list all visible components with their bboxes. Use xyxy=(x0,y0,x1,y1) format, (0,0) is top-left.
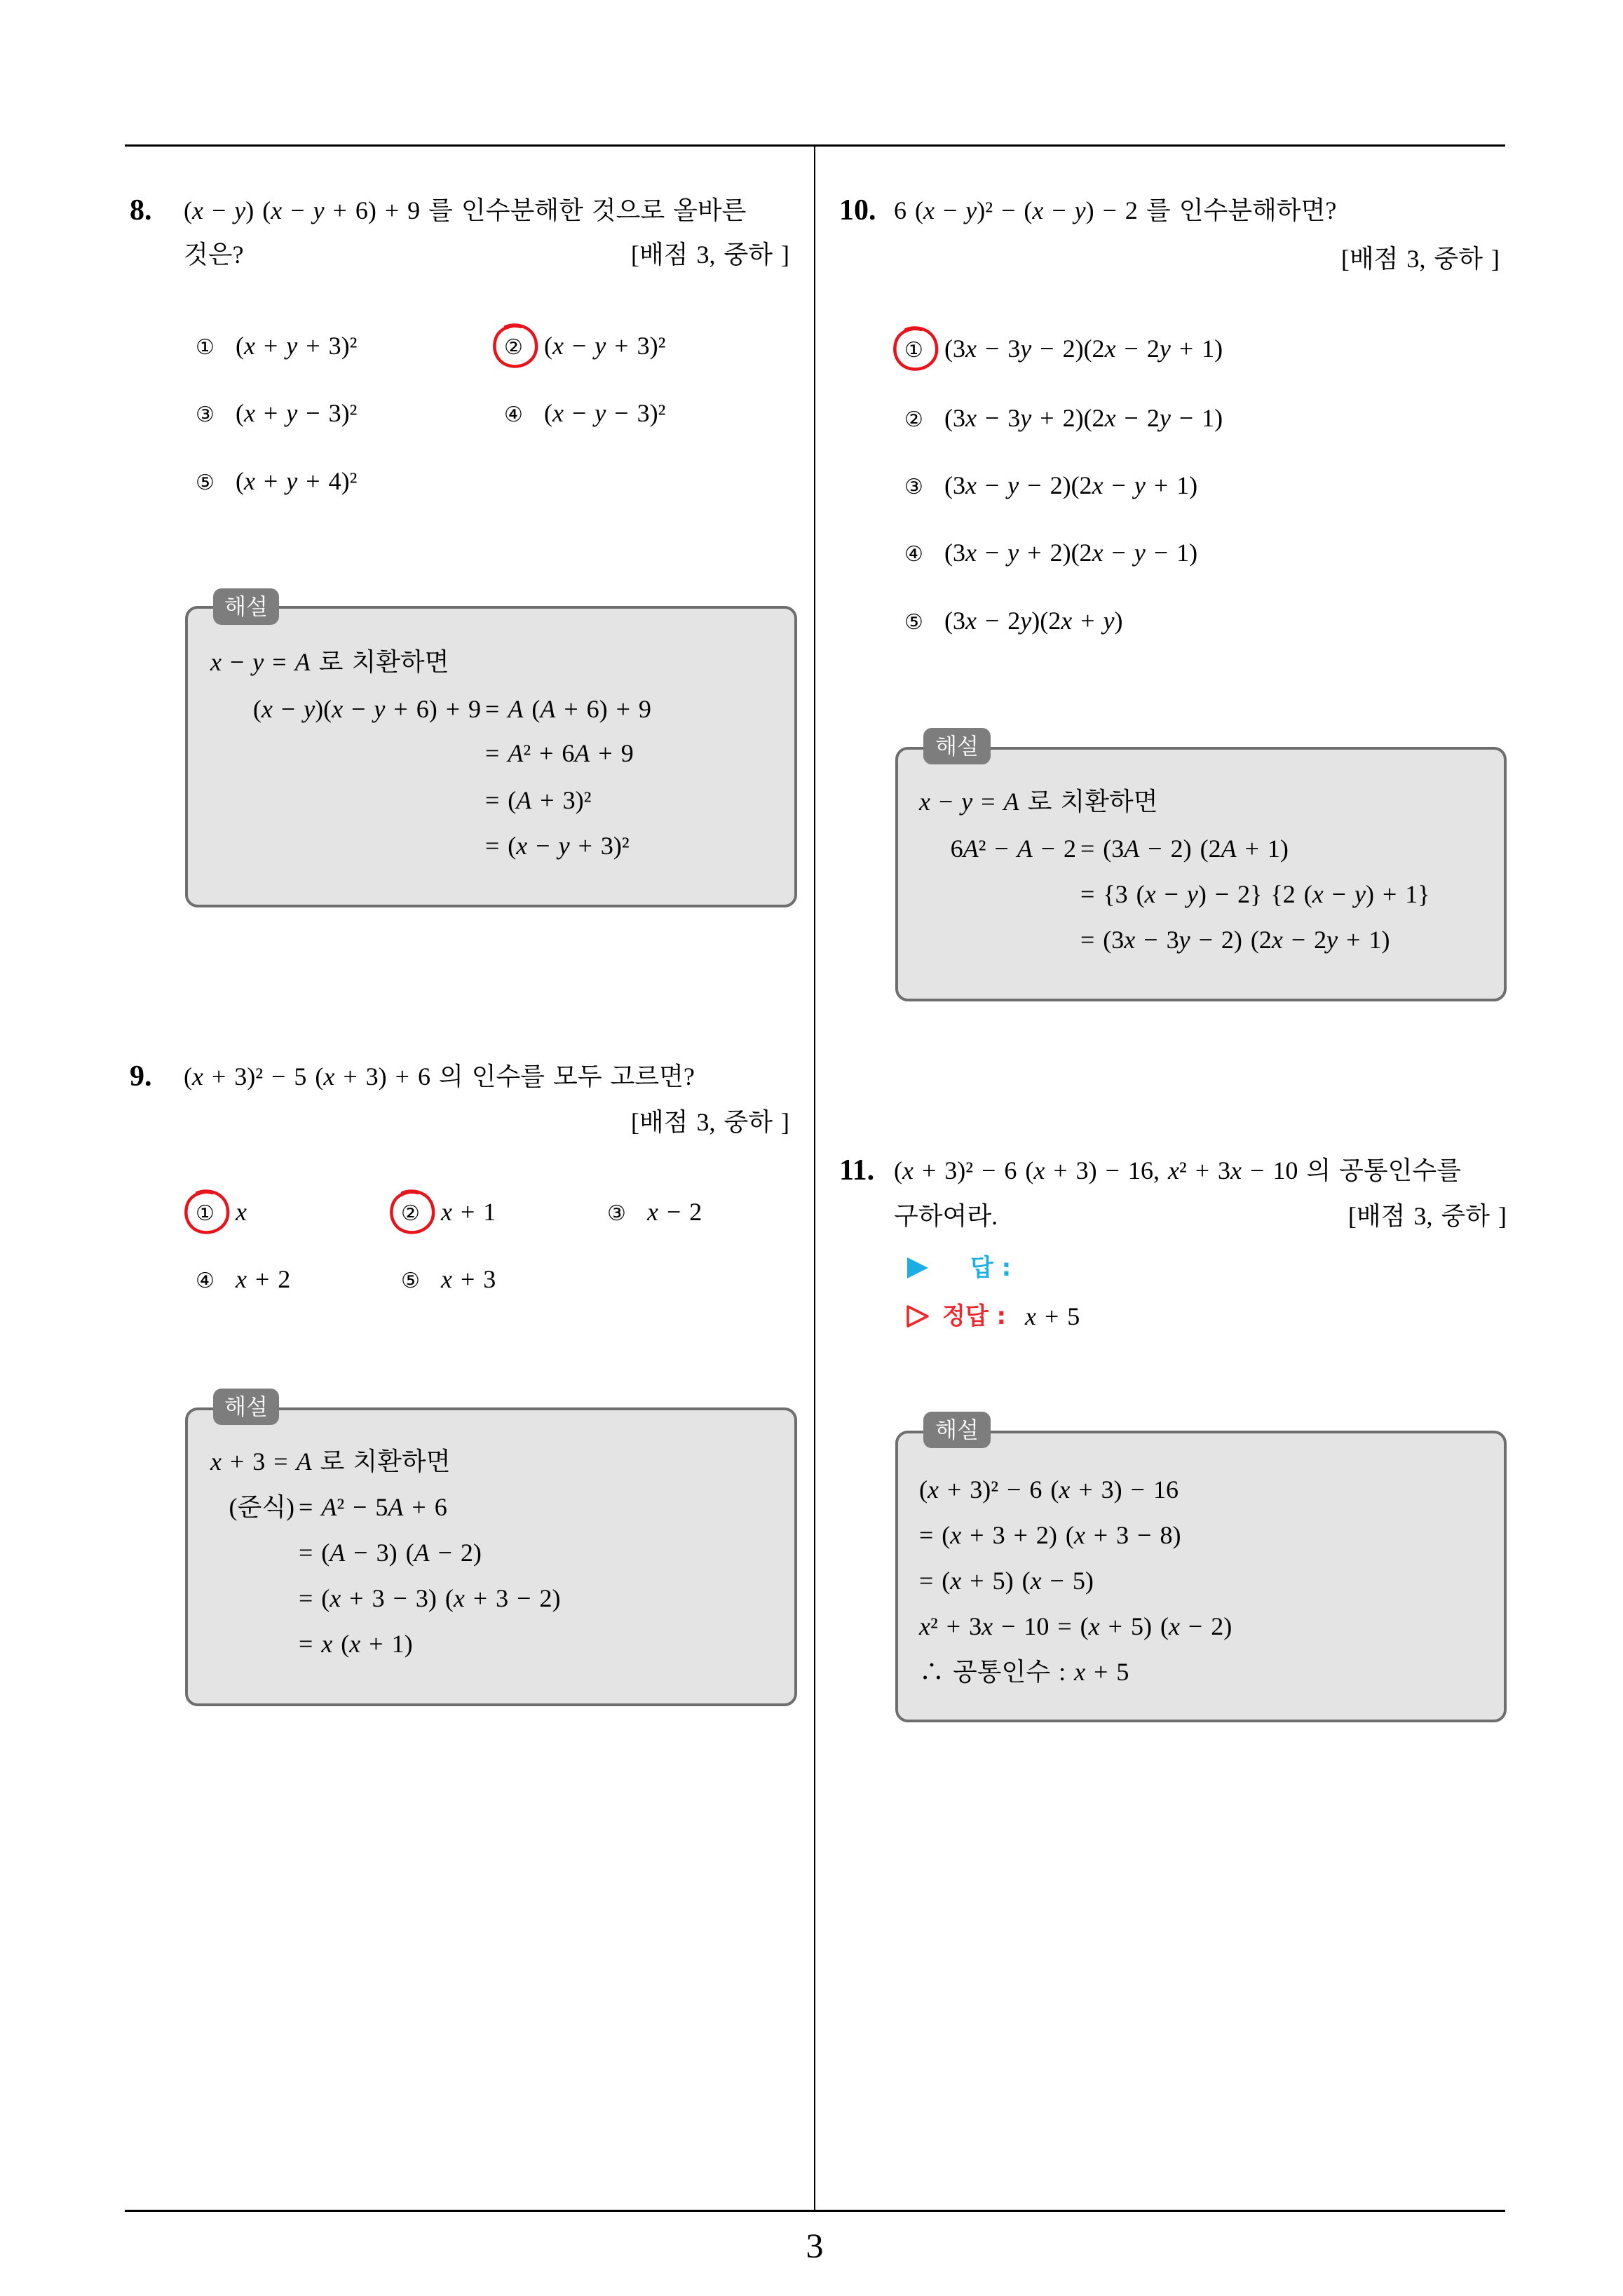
option-marker xyxy=(607,1196,647,1227)
option-marker xyxy=(196,466,236,497)
option-2 xyxy=(904,403,1223,433)
option-marker-label: ① xyxy=(904,338,923,363)
option-marker xyxy=(904,537,944,568)
solution-line: = (A + 3)² xyxy=(485,786,592,814)
option-marker-label: ③ xyxy=(904,475,923,499)
score-label: [배점 3, 중하 ] xyxy=(630,241,789,269)
option-marker xyxy=(401,1196,441,1227)
question-text: (x + 3)² − 5 (x + 3) + 6 의 인수를 모두 고르면? xyxy=(184,1062,695,1090)
option-3 xyxy=(196,398,357,428)
question-text: 6 (x − y)² − (x − y) − 2 를 인수분해하면? xyxy=(894,196,1337,224)
option-text: x − 2 xyxy=(647,1198,702,1226)
question-text: (x + 3)² − 6 (x + 3) − 16, x² + 3x − 10 의 공통인수를 xyxy=(894,1156,1461,1184)
bottom-rule xyxy=(125,2210,1505,2212)
question-text: 것은? xyxy=(184,241,244,269)
option-text: (x − y − 3)² xyxy=(544,399,666,427)
question-number: 9. xyxy=(130,1060,152,1093)
option-marker-label: ③ xyxy=(196,403,215,427)
option-marker xyxy=(196,1196,236,1227)
solution-line: = (3x − 3y − 2) (2x − 2y + 1) xyxy=(1080,926,1390,954)
option-marker xyxy=(504,398,544,428)
answer-label: 답 : xyxy=(970,1254,1012,1282)
option-text: (x + y + 4)² xyxy=(236,467,358,495)
solution-tab: 해설 xyxy=(213,588,279,625)
solution-lhs: (x − y)(x − y + 6) + 9 xyxy=(252,695,481,723)
solution-line: x − y = A 로 치환하면 xyxy=(919,788,1158,816)
option-5 xyxy=(196,466,357,497)
option-marker xyxy=(196,398,236,428)
solution-line: = (A − 3) (A − 2) xyxy=(299,1539,482,1567)
option-2 xyxy=(504,330,665,361)
solution-line: x² + 3x − 10 = (x + 5) (x − 2) xyxy=(919,1612,1232,1640)
solution-tab: 해설 xyxy=(923,728,991,764)
option-text: (3x − y + 2)(2x − y − 1) xyxy=(944,539,1198,567)
option-text: (3x − y − 2)(2x − y + 1) xyxy=(944,471,1198,499)
score-label: [배점 3, 중하 ] xyxy=(630,1108,789,1136)
option-marker xyxy=(904,333,944,364)
option-text: (3x − 3y − 2)(2x − 2y + 1) xyxy=(944,335,1223,363)
solution-tab: 해설 xyxy=(923,1412,991,1448)
option-marker-label: ② xyxy=(904,407,923,432)
option-5 xyxy=(401,1264,496,1295)
option-text: x + 3 xyxy=(441,1265,496,1293)
column-divider xyxy=(814,145,815,2210)
solution-line: (x + 3)² − 6 (x + 3) − 16 xyxy=(919,1475,1179,1504)
option-text: (x + y − 3)² xyxy=(236,399,358,427)
solution-tab: 해설 xyxy=(213,1389,279,1425)
question-text: 구하여라. xyxy=(894,1202,998,1230)
option-marker xyxy=(904,470,944,501)
option-marker-label: ① xyxy=(196,335,215,360)
option-marker-label: ③ xyxy=(607,1201,626,1226)
option-marker xyxy=(196,330,236,361)
option-3 xyxy=(904,470,1197,501)
solution-lhs: (준식) xyxy=(229,1493,294,1521)
solution-line: x + 3 = A 로 치환하면 xyxy=(210,1447,451,1475)
solution-line: = A² + 6A + 9 xyxy=(485,739,634,767)
solution-line: = A² − 5A + 6 xyxy=(299,1493,447,1521)
option-marker xyxy=(904,403,944,433)
question-number: 10. xyxy=(839,194,876,227)
option-marker xyxy=(504,330,544,361)
option-marker-label: ⑤ xyxy=(196,471,215,495)
solution-line: = (x + 3 − 3) (x + 3 − 2) xyxy=(299,1584,561,1612)
option-marker xyxy=(904,605,944,636)
play-filled-icon xyxy=(906,1256,930,1280)
option-4 xyxy=(904,537,1197,568)
question-number: 11. xyxy=(839,1154,875,1187)
option-marker-label: ② xyxy=(504,335,523,360)
option-3 xyxy=(607,1196,702,1227)
option-1 xyxy=(196,1196,247,1227)
solution-line: = x (x + 1) xyxy=(299,1630,413,1658)
option-2 xyxy=(401,1196,496,1227)
option-1 xyxy=(904,333,1223,364)
option-marker-label: ④ xyxy=(196,1269,215,1293)
option-text: (3x − 3y + 2)(2x − 2y − 1) xyxy=(944,404,1223,432)
option-text: (x + y + 3)² xyxy=(236,332,358,360)
solution-line: = A (A + 6) + 9 xyxy=(485,695,651,723)
option-marker xyxy=(401,1264,441,1295)
solution-box xyxy=(895,747,1507,1001)
correct-answer-value: x + 5 xyxy=(1025,1302,1080,1330)
option-marker-label: ① xyxy=(196,1201,215,1226)
option-marker-label: ⑤ xyxy=(401,1269,420,1293)
option-text: x + 1 xyxy=(441,1198,496,1226)
solution-line: = (3A − 2) (2A + 1) xyxy=(1080,835,1289,863)
correct-answer-label: 정답 : xyxy=(942,1302,1007,1330)
score-label: [배점 3, 중하 ] xyxy=(1340,245,1500,273)
solution-line: = (x + 5) (x − 5) xyxy=(919,1567,1094,1595)
option-text: x xyxy=(236,1198,247,1226)
question-number: 8. xyxy=(130,194,152,227)
play-outline-icon xyxy=(906,1304,930,1328)
option-marker-label: ④ xyxy=(504,403,523,427)
option-text: (3x − 2y)(2x + y) xyxy=(944,607,1123,635)
option-4 xyxy=(196,1264,290,1295)
option-text: x + 2 xyxy=(236,1265,291,1293)
page-number: 3 xyxy=(806,2226,824,2265)
option-marker-label: ② xyxy=(401,1201,420,1226)
option-4 xyxy=(504,398,665,428)
option-marker-label: ⑤ xyxy=(904,610,923,635)
solution-line: = (x − y + 3)² xyxy=(485,832,630,860)
solution-line: x − y = A 로 치환하면 xyxy=(210,648,449,676)
option-5 xyxy=(904,605,1123,636)
option-text: (x − y + 3)² xyxy=(544,332,666,360)
option-marker xyxy=(196,1264,236,1295)
solution-line: ∴ 공통인수 : x + 5 xyxy=(919,1658,1129,1686)
solution-line: = (x + 3 + 2) (x + 3 − 8) xyxy=(919,1521,1181,1549)
solution-lhs: 6A² − A − 2 xyxy=(950,835,1076,863)
option-marker-label: ④ xyxy=(904,542,923,567)
option-1 xyxy=(196,330,357,361)
score-label: [배점 3, 중하 ] xyxy=(1347,1202,1507,1230)
question-text: (x − y) (x − y + 6) + 9 를 인수분해한 것으로 올바른 xyxy=(184,196,747,224)
solution-line: = {3 (x − y) − 2} {2 (x − y) + 1} xyxy=(1080,880,1430,908)
